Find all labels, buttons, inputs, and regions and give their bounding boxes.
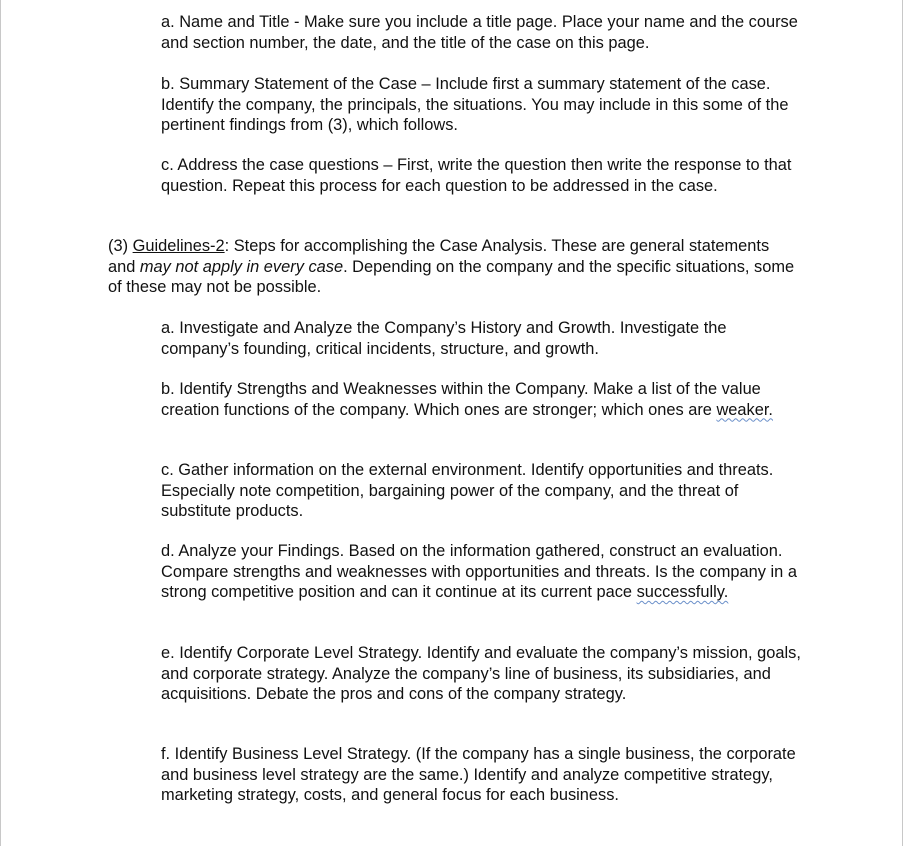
- item-c-case-questions: [161, 155, 801, 196]
- item-b-strengths-weaknesses: [161, 379, 801, 420]
- item-text: d. Analyze your Findings. Based on the information gathered, construct an evaluation. Compare strengths and weaknesses with opportunities and threats. Is the company in a strong competitive position and can it continue at its current pace: [161, 542, 797, 601]
- item-text: c. Address the case questions – First, write the question then write the response to that question. Repeat this process for each question to be addressed in the case.: [161, 156, 792, 195]
- item-text: b. Identify Strengths and Weaknesses within the Company. Make a list of the value creation functions of the company. Which ones are stronger; which ones are: [161, 380, 761, 419]
- guidelines-link[interactable]: Guidelines-2: [132, 237, 225, 255]
- item-d-analyze-findings: [161, 541, 801, 603]
- section-text-end: . Depending on the company and the specific situations, some of these may not be possible.: [108, 257, 795, 296]
- section-text: : Steps for accomplishing the Case Analysis. These are general statements and: [108, 237, 770, 276]
- item-text: a. Name and Title - Make sure you include a title page. Place your name and the course and section number, the date, and the title of the case on this page.: [161, 13, 798, 52]
- grammar-flagged-word[interactable]: successfully.: [636, 583, 729, 601]
- item-c-external-environment: [161, 460, 801, 522]
- section-number: (3): [108, 237, 133, 255]
- item-text: f. Identify Business Level Strategy. (If the company has a single business, the corporate and business level strategy are the same.) Identify and analyze competitive strategy, marketing strategy, costs, and general focus for each business.: [161, 745, 796, 804]
- item-text: b. Summary Statement of the Case – Include first a summary statement of the case. Identify the company, the principals, the situations. You may include in this some of the pertinent findings from (3), which follows.: [161, 75, 789, 134]
- item-a-name-and-title: [161, 12, 801, 53]
- section-3-guidelines: [108, 236, 798, 298]
- item-text: e. Identify Corporate Level Strategy. Identify and evaluate the company’s mission, goals, and corporate strategy. Analyze the company’s line of business, its subsidiaries, and acquisitions. Debate the pros and cons of the company strategy.: [161, 644, 801, 703]
- item-e-corporate-strategy: [161, 643, 801, 705]
- item-text: a. Investigate and Analyze the Company’s History and Growth. Investigate the company’s founding, critical incidents, structure, and growth.: [161, 319, 727, 358]
- item-f-business-strategy: [161, 744, 801, 806]
- emphasis-text: may not apply in every case: [139, 257, 344, 276]
- item-b-summary-statement: [161, 74, 801, 136]
- item-text: c. Gather information on the external environment. Identify opportunities and threats. Especially note competition, bargaining power of the company, and the threat of substitute products.: [161, 461, 774, 520]
- item-a-history-growth: [161, 318, 801, 359]
- grammar-flagged-word[interactable]: weaker.: [716, 400, 773, 419]
